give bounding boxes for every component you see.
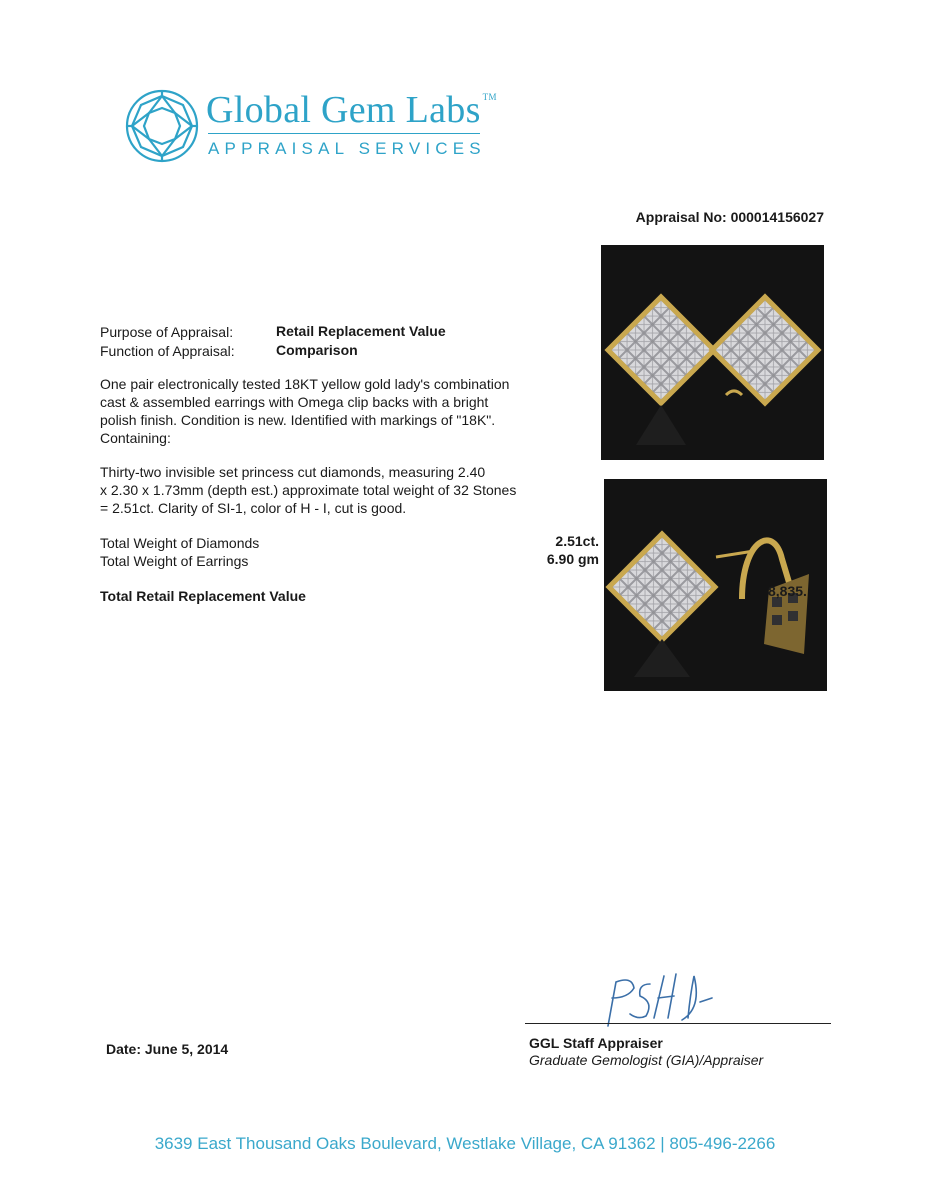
description-line: One pair electronically tested 18KT yellow gold lady's combination [100, 376, 510, 392]
brand-name: Global Gem Labs ™ [206, 89, 497, 131]
stone-line: Thirty-two invisible set princess cut diamonds, measuring 2.40 [100, 464, 486, 480]
total-earrings-value: 6.90 gm [546, 551, 599, 567]
appraiser-role: Graduate Gemologist (GIA)/Appraiser [529, 1052, 764, 1068]
function-label: Function of Appraisal: [100, 343, 235, 359]
description-line: Containing: [100, 430, 171, 446]
appraiser-name: GGL Staff Appraiser [529, 1035, 663, 1051]
trademark-mark: TM [482, 92, 497, 102]
stone-description [100, 463, 570, 517]
earrings-side-photo [604, 479, 827, 691]
item-description [100, 375, 560, 447]
stone-line: = 2.51ct. Clarity of SI-1, color of H - I, cut is good. [100, 500, 407, 516]
appraisal-number-label: Appraisal No: [635, 209, 727, 225]
signature-line [525, 1023, 831, 1024]
footer-address: 3639 East Thousand Oaks Boulevard, Westlake Village, CA 91362 | 805-496-2266 [154, 1134, 776, 1153]
total-retail-label: Total Retail Replacement Value [100, 588, 306, 604]
function-value: Comparison [276, 342, 358, 358]
description-line: polish finish. Condition is new. Identified with markings of "18K". [100, 412, 496, 428]
appraisal-number [636, 209, 824, 225]
total-diamonds-label: Total Weight of Diamonds [100, 535, 260, 551]
total-diamonds-value: 2.51ct. [555, 533, 599, 549]
purpose-label: Purpose of Appraisal: [100, 324, 234, 340]
appraisal-date: Date: June 5, 2014 [106, 1041, 229, 1057]
description-line: cast & assembled earrings with Omega clip backs with a bright [100, 394, 489, 410]
appraisal-number-value: 000014156027 [730, 209, 824, 225]
appraiser-signature [598, 968, 722, 1030]
total-earrings-label: Total Weight of Earrings [100, 553, 249, 569]
brand-subtitle: APPRAISAL SERVICES [208, 139, 486, 158]
logo-divider [208, 133, 480, 134]
purpose-value: Retail Replacement Value [276, 323, 446, 339]
stone-line: x 2.30 x 1.73mm (depth est.) approximate total weight of 32 Stones [100, 482, 517, 498]
earrings-front-photo [601, 245, 824, 460]
photo-overlay-figure: 8,835. [768, 583, 807, 599]
gem-outline-icon [124, 88, 200, 164]
